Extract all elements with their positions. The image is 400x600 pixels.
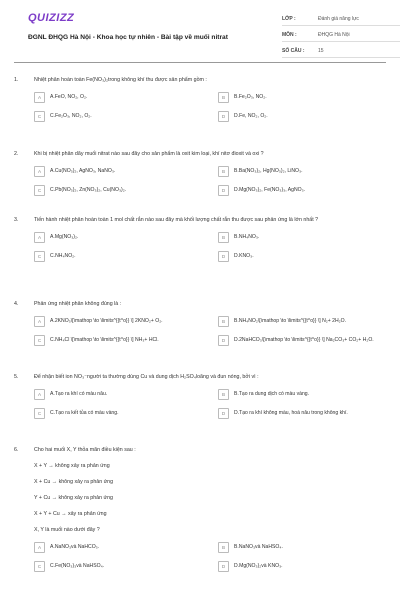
option-letter-box: B: [218, 542, 229, 553]
answer-option-d[interactable]: [218, 186, 388, 198]
option-text: D.Tạo ra khí không màu, hoá nâu trong không khí.: [234, 409, 348, 416]
answer-option-b[interactable]: [218, 543, 388, 555]
option-text: D.Mg(NO₃)₂, Fe(NO₃)₃, AgNO₃.: [234, 186, 306, 193]
condition-line: X + Y → không xảy ra phản ứng: [34, 463, 110, 469]
option-text: A.Mg(NO₃)₂.: [50, 233, 79, 240]
question-3: [14, 216, 388, 264]
worksheet-header: [14, 0, 386, 62]
option-text: C.Tạo ra kết tủa có màu vàng.: [50, 409, 119, 416]
answer-options: [14, 543, 388, 574]
answer-option-d[interactable]: [218, 562, 388, 574]
option-letter-box: A: [34, 166, 45, 177]
meta-row-class: [282, 12, 400, 26]
option-text: C.NH₄NO₂.: [50, 252, 76, 259]
meta-value: ĐHQG Hà Nội: [318, 31, 350, 38]
question-text: Tiến hành nhiệt phân hoàn toàn 1 mol chất rắn nào sau đây mà khối lượng chất rắn thu được sau phản ứng là lớn nhất ?: [34, 217, 319, 223]
answer-option-b[interactable]: [218, 167, 388, 179]
option-letter-box: B: [218, 316, 229, 327]
answer-option-a[interactable]: [34, 233, 204, 245]
question-4: [14, 300, 388, 348]
answer-option-b[interactable]: [218, 233, 388, 245]
worksheet-meta: [282, 12, 400, 60]
answer-option-c[interactable]: [34, 186, 204, 198]
question-5: [14, 373, 388, 421]
meta-value: 15: [318, 47, 324, 54]
answer-options: [14, 233, 388, 264]
question-number: 1.: [14, 77, 19, 83]
option-text: C.NH₄Cl \[\mathop \to \limits^{{t^o}} \] NH₃+ HCl.: [50, 336, 159, 343]
answer-option-b[interactable]: [218, 390, 388, 402]
answer-option-c[interactable]: [34, 409, 204, 421]
option-letter-box: A: [34, 92, 45, 103]
meta-row-count: [282, 44, 400, 58]
question-number: 5.: [14, 374, 19, 380]
question-line: [14, 76, 388, 84]
answer-options: [14, 167, 388, 198]
option-text: C.Pb(NO₃)₂, Zn(NO₃)₂, Cu(NO₃)₂.: [50, 186, 127, 193]
option-text: C.Fe₂O₃, NO₂, O₂.: [50, 112, 92, 119]
question-text: Phản ứng nhiệt phân không đúng là :: [34, 301, 122, 307]
option-text: B.Ba(NO₃)₂, Hg(NO₃)₂, LiNO₃.: [234, 167, 303, 174]
option-letter-box: B: [218, 232, 229, 243]
answer-option-d[interactable]: [218, 112, 388, 124]
option-text: B.NaNO₃và NaHSO₄.: [234, 543, 283, 550]
header-divider: [14, 62, 386, 63]
question-number: 6.: [14, 447, 19, 453]
option-letter-box: A: [34, 389, 45, 400]
question-line: [14, 373, 388, 381]
option-text: B.NH₄NO₃.: [234, 233, 260, 240]
option-text: D.2NaHCO₃\[\mathop \to \limits^{{t^o}} \] Na₂CO₃+ CO₂+ H₂O.: [234, 336, 374, 343]
question-number: 2.: [14, 151, 19, 157]
meta-label: LỚP :: [282, 15, 296, 22]
option-letter-box: A: [34, 542, 45, 553]
question-text: Nhiệt phân hoàn toàn Fe(NO₃)₂trong không khí thu được sản phẩm gồm :: [34, 77, 207, 83]
answer-option-a[interactable]: [34, 317, 204, 329]
option-text: A.2KNO₃\[\mathop \to \limits^{{t^o}} \] 2KNO₂+ O₂.: [50, 317, 163, 324]
question-number: 4.: [14, 301, 19, 307]
option-letter-box: B: [218, 92, 229, 103]
answer-options: [14, 390, 388, 421]
answer-option-a[interactable]: [34, 167, 204, 179]
meta-label: MÔN :: [282, 31, 297, 38]
option-text: A.FeO, NO₂, O₂.: [50, 93, 88, 100]
answer-option-b[interactable]: [218, 317, 388, 329]
meta-label: SỐ CÂU :: [282, 47, 305, 54]
question-text: Cho hai muối X, Y thỏa mãn điều kiện sau :: [34, 447, 136, 453]
answer-option-c[interactable]: [34, 562, 204, 574]
answer-options: [14, 93, 388, 124]
question-line: [14, 446, 388, 454]
answer-option-b[interactable]: [218, 93, 388, 105]
option-text: A.Tạo ra khí có màu nâu.: [50, 390, 108, 397]
answer-option-a[interactable]: [34, 543, 204, 555]
question-text: Để nhận biết ion NO₃⁻người ta thường dùng Cu và dung dịch H₂SO₄loãng và đun nóng, bởi vì :: [34, 374, 259, 380]
answer-option-c[interactable]: [34, 252, 204, 264]
question-6: [14, 446, 388, 574]
option-letter-box: C: [34, 335, 45, 346]
option-letter-box: D: [218, 185, 229, 196]
meta-value: Đánh giá năng lực: [318, 15, 359, 22]
option-letter-box: A: [34, 316, 45, 327]
question-line: [14, 216, 388, 224]
answer-option-d[interactable]: [218, 409, 388, 421]
option-letter-box: D: [218, 251, 229, 262]
option-letter-box: C: [34, 111, 45, 122]
option-text: D.Mg(NO₃)₂và KNO₃.: [234, 562, 283, 569]
question-2: [14, 150, 388, 198]
answer-options: [14, 317, 388, 348]
option-letter-box: D: [218, 561, 229, 572]
question-number: 3.: [14, 217, 19, 223]
answer-option-a[interactable]: [34, 390, 204, 402]
option-text: D.KNO₃.: [234, 252, 254, 259]
condition-line: X + Y + Cu → xảy ra phản ứng: [34, 511, 107, 517]
option-letter-box: C: [34, 561, 45, 572]
answer-option-c[interactable]: [34, 336, 204, 348]
answer-option-c[interactable]: [34, 112, 204, 124]
option-letter-box: D: [218, 335, 229, 346]
condition-line: X + Cu → không xảy ra phản ứng: [34, 479, 114, 485]
question-line: [14, 300, 388, 308]
meta-row-subject: [282, 28, 400, 42]
option-text: A.Cu(NO₃)₂, AgNO₃, NaNO₃.: [50, 167, 116, 174]
answer-option-a[interactable]: [34, 93, 204, 105]
option-letter-box: B: [218, 166, 229, 177]
option-letter-box: C: [34, 185, 45, 196]
question-1: [14, 76, 388, 124]
question-line: [14, 150, 388, 158]
option-text: B.Fe₂O₃, NO₂.: [234, 93, 267, 100]
option-letter-box: A: [34, 232, 45, 243]
option-letter-box: D: [218, 111, 229, 122]
option-letter-box: B: [218, 389, 229, 400]
option-letter-box: C: [34, 251, 45, 262]
option-letter-box: D: [218, 408, 229, 419]
question-conditions: [14, 462, 388, 534]
condition-line: X, Y là muối nào dưới đây ?: [34, 527, 100, 533]
worksheet-title: ĐGNL ĐHQG Hà Nội - Khoa học tự nhiên - Bài tập về muối nitrat: [28, 34, 228, 41]
question-text: Khi bị nhiệt phân dãy muối nitrat nào sau đây cho sản phẩm là oxit kim loại, khí nitơ đioxit và oxi ?: [34, 151, 264, 157]
option-letter-box: C: [34, 408, 45, 419]
answer-option-d[interactable]: [218, 336, 388, 348]
option-text: B.Tạo ra dung dịch có màu vàng.: [234, 390, 310, 397]
option-text: D.Fe, NO₂, O₂.: [234, 112, 268, 119]
condition-line: Y + Cu → không xảy ra phản ứng: [34, 495, 113, 501]
answer-option-d[interactable]: [218, 252, 388, 264]
option-text: B.NH₄NO₂\[\mathop \to \limits^{{t^o}} \] N₂+ 2H₂O.: [234, 317, 347, 324]
quizizz-logo: QUIZIZZ: [28, 12, 75, 24]
option-text: C.Fe(NO₃)₃và NaHSO₄.: [50, 562, 105, 569]
option-text: A.NaNO₃và NaHCO₃.: [50, 543, 100, 550]
